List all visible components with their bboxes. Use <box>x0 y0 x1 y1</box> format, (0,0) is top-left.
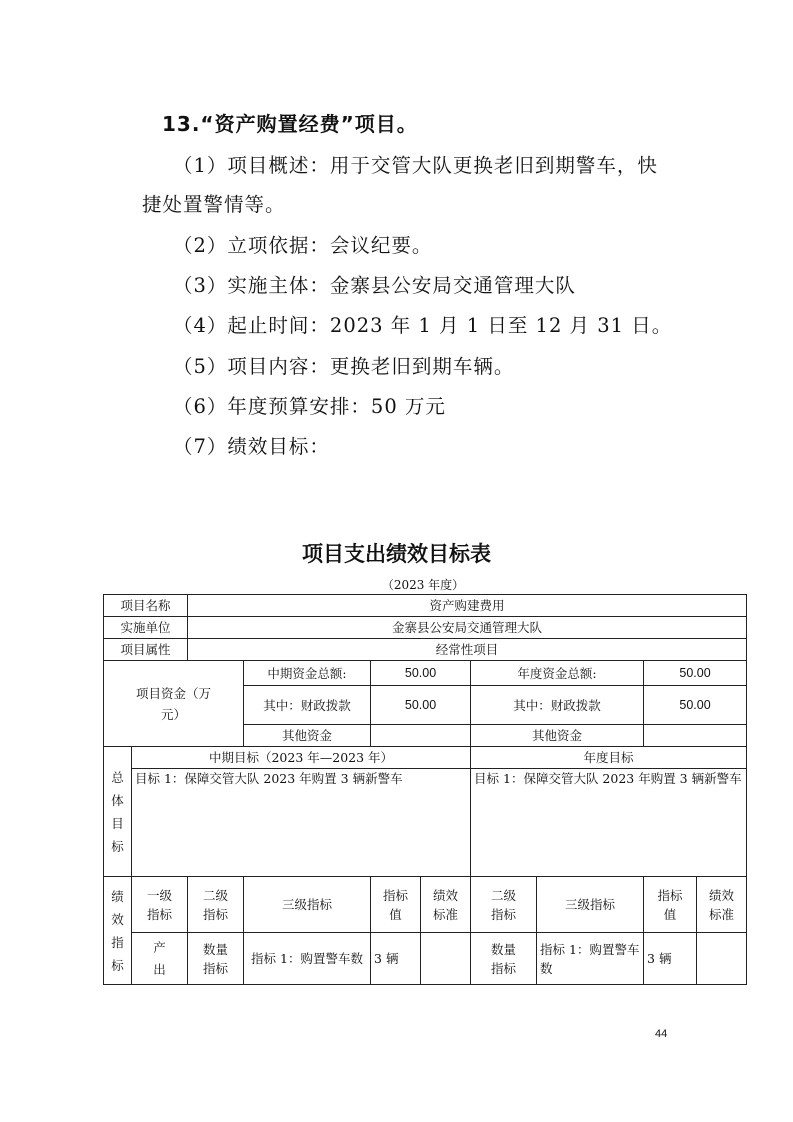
table-year: （2023 年度） <box>381 578 465 592</box>
table-title: 项目支出绩效目标表 <box>302 542 491 566</box>
row-level2-annual <box>471 933 537 985</box>
table-row <box>104 639 747 661</box>
col-level3-annual: 三级指标 <box>537 877 644 933</box>
annual-other-label: 其他资金 <box>471 725 644 747</box>
col-level1-text: 一级指标 <box>146 887 172 922</box>
col-level1 <box>132 877 188 933</box>
row-level3-annual: 指标 1：购置警车数 <box>537 933 644 985</box>
mid-goal-text: 目标 1：保障交管大队 2023 年购置 3 辆新警车 <box>132 769 471 877</box>
col-standard-annual-text: 绩效标准 <box>709 887 735 922</box>
col-level2 <box>188 877 244 933</box>
project-name-value: 资产购建费用 <box>188 595 747 617</box>
funds-label-text: 项目资金（万元） <box>135 685 211 722</box>
col-value-annual <box>644 877 697 933</box>
annual-goal-header: 年度目标 <box>471 747 747 769</box>
attribute-value: 经常性项目 <box>188 639 747 661</box>
row-level3: 指标 1：购置警车数 <box>244 933 371 985</box>
mid-total-label: 中期资金总额: <box>244 661 371 686</box>
row-value-annual: 3 辆 <box>644 933 697 985</box>
indicators-label <box>104 877 132 985</box>
row-value: 3 辆 <box>371 933 421 985</box>
table-row <box>104 617 747 639</box>
mid-fiscal-value: 50.00 <box>371 686 471 725</box>
overall-goal-label-text: 总体目标 <box>111 769 124 854</box>
col-value-text: 指标值 <box>383 887 409 922</box>
row-standard <box>421 933 471 985</box>
performance-table <box>103 594 747 985</box>
annual-fiscal-label: 其中：财政拨款 <box>471 686 644 725</box>
table-row <box>104 747 747 769</box>
page-number: 44 <box>655 1028 668 1040</box>
col-level2-annual-text: 二级指标 <box>491 887 517 922</box>
col-level2-text: 二级指标 <box>203 887 229 922</box>
annual-other-value <box>644 725 747 747</box>
attribute-label: 项目属性 <box>104 639 188 661</box>
unit-value: 金寨县公安局交通管理大队 <box>188 617 747 639</box>
table-row <box>104 877 747 933</box>
row-standard-annual <box>697 933 747 985</box>
col-value-annual-text: 指标值 <box>657 887 683 922</box>
row-level1 <box>132 933 188 985</box>
row-level2 <box>188 933 244 985</box>
overall-goal-label <box>104 747 132 877</box>
project-name-label: 项目名称 <box>104 595 188 617</box>
content-line: （5）项目内容：更换老旧到期车辆。 <box>173 355 515 378</box>
annual-total-label: 年度资金总额: <box>471 661 644 686</box>
annual-goal-text: 目标 1：保障交管大队 2023 年购置 3 辆新警车 <box>471 769 747 877</box>
col-level2-annual <box>471 877 537 933</box>
mid-other-label: 其他资金 <box>244 725 371 747</box>
annual-total-value: 50.00 <box>644 661 747 686</box>
table-row <box>104 661 747 686</box>
mid-other-value <box>371 725 471 747</box>
table-row <box>104 933 747 985</box>
mid-goal-header: 中期目标（2023 年—2023 年） <box>132 747 471 769</box>
row-level2-annual-text: 数量指标 <box>491 941 517 976</box>
row-level2-text: 数量指标 <box>203 941 229 976</box>
basis-line: （2）立项依据：会议纪要。 <box>173 234 433 257</box>
col-value <box>371 877 421 933</box>
col-level3: 三级指标 <box>244 877 371 933</box>
implementer-line: （3）实施主体：金寨县公安局交通管理大队 <box>173 274 576 297</box>
section-heading: 13.“资产购置经费”项目。 <box>162 112 418 136</box>
table-row <box>104 595 747 617</box>
overview-line-1: （1）项目概述：用于交管大队更换老旧到期警车，快 <box>173 154 658 177</box>
goals-line: （7）绩效目标： <box>173 435 330 458</box>
funds-label <box>104 661 244 747</box>
row-level1-text: 产出 <box>153 939 166 977</box>
col-standard-text: 绩效标准 <box>433 887 459 922</box>
annual-fiscal-value: 50.00 <box>644 686 747 725</box>
unit-label: 实施单位 <box>104 617 188 639</box>
col-standard-annual <box>697 877 747 933</box>
col-standard <box>421 877 471 933</box>
table-row <box>104 769 747 877</box>
mid-total-value: 50.00 <box>371 661 471 686</box>
indicators-label-text: 绩效指标 <box>111 888 124 973</box>
period-line: （4）起止时间：2023 年 1 月 1 日至 12 月 31 日。 <box>173 314 673 337</box>
mid-fiscal-label: 其中：财政拨款 <box>244 686 371 725</box>
budget-line: （6）年度预算安排：50 万元 <box>173 395 446 418</box>
overview-line-2: 捷处置警情等。 <box>142 193 286 216</box>
